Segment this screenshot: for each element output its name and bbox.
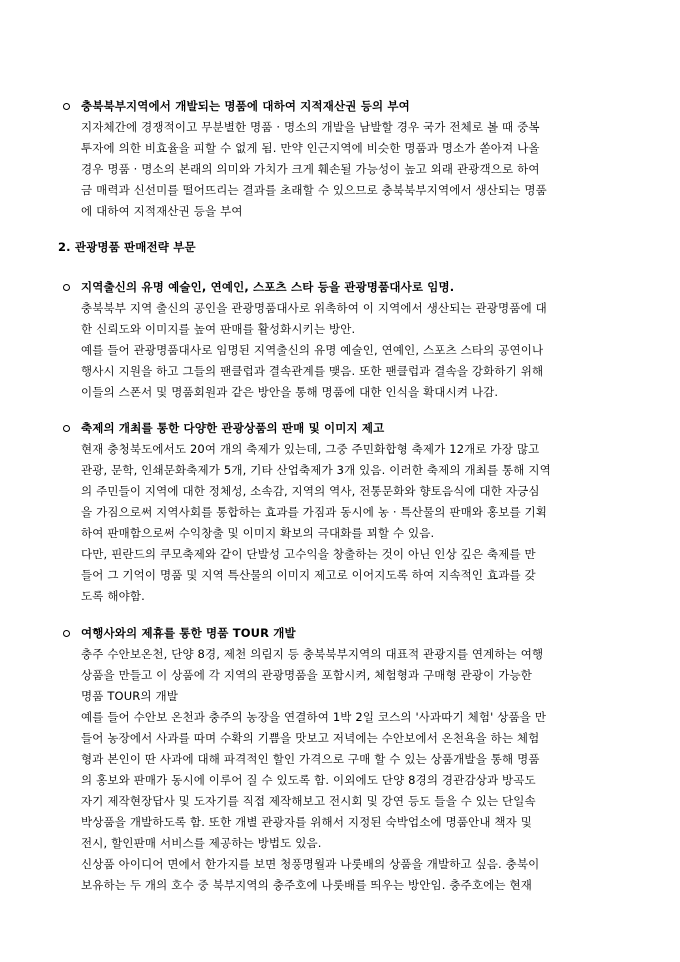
paragraph-line: 지자체간에 경쟁적이고 무분별한 명품 · 명소의 개발을 남발할 경우 국가 전체로 볼 때 중복 — [81, 120, 540, 134]
paragraph-line: 투자에 의한 비효율을 피할 수 없게 됨. 만약 인근지역에 비슷한 명품과 명소가 쏟아져 나올 — [81, 141, 540, 155]
paragraph-line: 보유하는 두 개의 호수 중 북부지역의 충주호에 나룻배를 띄우는 방안임. 충주호에는 현재 — [81, 878, 532, 892]
paragraph-line: 다만, 핀란드의 쿠모축제와 같이 단발성 고수익을 창출하는 것이 아닌 인상 깊은 축제를 만 — [81, 547, 536, 561]
paragraph-line: 박상품을 개발하도록 함. 또한 개별 관광자를 위해서 지정된 숙박업소에 명품안내 책자 및 — [81, 815, 532, 829]
paragraph-line: 하여 판매함으로써 수익창출 및 이미지 확보의 극대화를 꾀할 수 있음. — [81, 526, 435, 540]
paragraph-line: 들어 농장에서 사과를 따며 수확의 기쁨을 맛보고 저녁에는 수안보에서 온천욕을 하는 체험 — [81, 731, 540, 745]
paragraph-line: 예를 들어 수안보 온천과 충주의 농장을 연결하여 1박 2일 코스의 '사과따기 체험' 상품을 만 — [81, 710, 547, 724]
paragraph-line: 을 가짐으로써 지역사회를 통합하는 효과를 가짐과 동시에 농 · 특산물의 판매와 홍보를 기획 — [81, 505, 548, 519]
item-heading: 축제의 개최를 통한 다양한 관광상품의 판매 및 이미지 제고 — [81, 421, 385, 435]
paragraph-line: 현재 충청북도에서도 20여 개의 축제가 있는데, 그중 주민화합형 축제가 12개로 가장 많고 — [81, 442, 540, 456]
bullet-icon — [63, 103, 70, 110]
paragraph-line: 한 신뢰도와 이미지를 높여 판매를 활성화시키는 방안. — [81, 322, 356, 336]
paragraph-line: 전시, 할인판매 서비스를 제공하는 방법도 있음. — [81, 836, 322, 850]
paragraph-line: 들어 그 기억이 명품 및 지역 특산물의 이미지 제고로 이어지도록 하여 지속적인 효과를 갖 — [81, 568, 536, 582]
paragraph-line: 금 매력과 신선미를 떨어뜨리는 결과를 초래할 수 있으므로 충북북부지역에서 생산되는 명품 — [81, 183, 547, 197]
paragraph-line: 충북북부 지역 출신의 공인을 관광명품대사로 위촉하여 이 지역에서 생산되는 관광명품에 대 — [81, 301, 547, 315]
item-heading: 여행사와의 제휴를 통한 명품 TOUR 개발 — [81, 626, 296, 640]
paragraph-line: 충주 수안보온천, 단양 8경, 제천 의림지 등 충북북부지역의 대표적 관광지를 연계하는 여행 — [81, 647, 544, 661]
paragraph-line: 상품을 만들고 이 상품에 각 지역의 관광명품을 포함시켜, 체험형과 구매형 관광이 가능한 — [81, 668, 532, 682]
paragraph-line: 자기 제작현장답사 및 도자기를 직접 제작해보고 전시회 및 강연 등도 들을 수 있는 단일속 — [81, 794, 536, 808]
paragraph-line: 신상품 아이디어 면에서 한가지를 보면 청풍명월과 나룻배의 상품을 개발하고 싶음. 충북이 — [81, 857, 540, 871]
paragraph-line: 이들의 스폰서 및 명품회원과 같은 방안을 통해 명품에 대한 인식을 확대시켜 나감. — [81, 385, 499, 399]
item-heading: 충북북부지역에서 개발되는 명품에 대하여 지적재산권 등의 부여 — [81, 99, 410, 113]
bullet-icon — [63, 630, 70, 637]
paragraph-line: 관광, 문학, 인쇄문화축제가 5개, 기타 산업축제가 3개 있음. 이러한 축제의 개최를 통해 지역 — [81, 463, 551, 477]
paragraph-line: 예를 들어 관광명품대사로 임명된 지역출신의 유명 예술인, 연예인, 스포츠 스타의 공연이나 — [81, 343, 544, 357]
paragraph-line: 행사시 지원을 하고 그들의 팬클럽과 결속관계를 맺음. 또한 팬클럽과 결속을 강화하기 위해 — [81, 364, 544, 378]
section-title: 2. 관광명품 판매전략 부문 — [58, 240, 196, 254]
paragraph-line: 형과 본인이 딴 사과에 대해 파격적인 할인 가격으로 구매 할 수 있는 상품개발을 통해 명품 — [81, 752, 540, 766]
bullet-icon — [63, 284, 70, 291]
bullet-icon — [63, 425, 70, 432]
item-heading: 지역출신의 유명 예술인, 연예인, 스포츠 스타 등을 관광명품대사로 임명. — [81, 280, 455, 294]
paragraph-line: 의 홍보와 판매가 동시에 이루어 질 수 있도록 함. 이외에도 단양 8경의 경관감상과 방곡도 — [81, 773, 536, 787]
paragraph-line: 경우 명품 · 명소의 본래의 의미와 가치가 크게 훼손될 가능성이 높고 외래 관광객으로 하여 — [81, 162, 540, 176]
paragraph-line: 도록 해야함. — [81, 589, 145, 603]
paragraph-line: 에 대하여 지적재산권 등을 부여 — [81, 204, 243, 218]
paragraph-line: 의 주민들이 지역에 대한 정체성, 소속감, 지역의 역사, 전통문화와 향토음식에 대한 자긍심 — [81, 484, 540, 498]
paragraph-line: 명품 TOUR의 개발 — [81, 689, 178, 703]
